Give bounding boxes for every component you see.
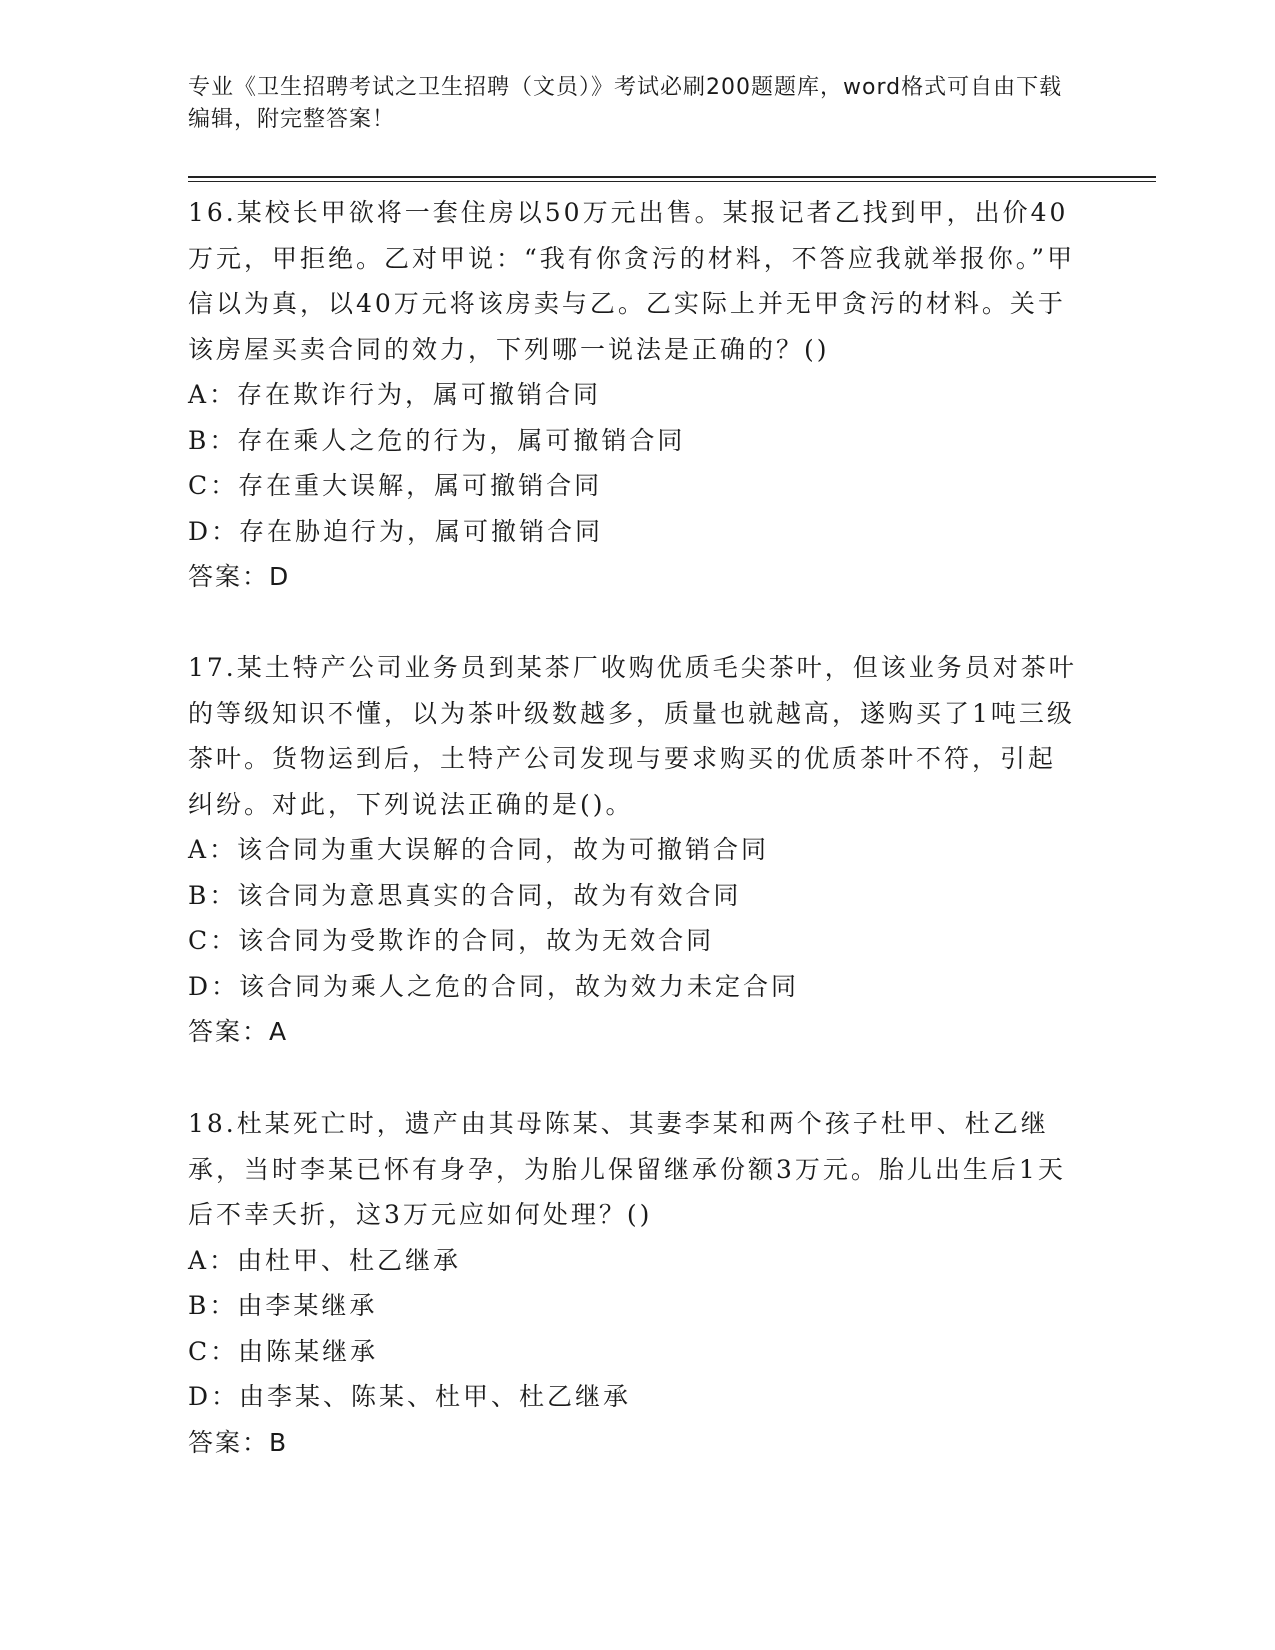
- answer: 答案：D: [188, 562, 291, 591]
- option-a: A：存在欺诈行为，属可撤销合同: [188, 380, 602, 409]
- header-divider-thin: [188, 181, 1156, 182]
- option-a: A：由杜甲、杜乙继承: [188, 1245, 462, 1275]
- option-b: B：存在乘人之危的行为，属可撤销合同: [188, 425, 686, 455]
- option-d: D：由李某、陈某、杜甲、杜乙继承: [188, 1382, 632, 1411]
- option-b: B：该合同为意思真实的合同，故为有效合同: [188, 880, 742, 910]
- question-text: 17.某土特产公司业务员到某茶厂收购优质毛尖茶叶，但该业务员对茶叶的等级知识不懂，以为茶叶级数越多，质量也就越高，遂购买了1吨三级茶叶。货物运到后，土特产公司发现与要求购买的优质茶叶不符，引起纠纷。对此，下列说法正确的是()。: [188, 653, 1077, 819]
- document-header: 专业《卫生招聘考试之卫生招聘（文员）》考试必刷200题题库，word格式可自由下载编辑，附完整答案！: [188, 75, 1063, 132]
- header-divider-thick: [188, 176, 1156, 178]
- option-c: C：该合同为受欺诈的合同，故为无效合同: [188, 926, 715, 955]
- option-a: A：该合同为重大误解的合同，故为可撤销合同: [188, 835, 770, 864]
- question-18: [188, 1101, 1078, 1465]
- option-b: B：由李某继承: [188, 1291, 378, 1320]
- option-c: C：由陈某继承: [188, 1336, 379, 1366]
- option-c: C：存在重大误解，属可撤销合同: [188, 471, 603, 500]
- option-d: D：该合同为乘人之危的合同，故为效力未定合同: [188, 971, 800, 1001]
- question-text: 18.杜某死亡时，遗产由其母陈某、其妻李某和两个孩子杜甲、杜乙继承，当时李某已怀有身孕，为胎儿保留继承份额3万元。胎儿出生后1天后不幸夭折，这3万元应如何处理？(): [188, 1109, 1066, 1229]
- answer: 答案：B: [188, 1427, 289, 1457]
- question-17: [188, 645, 1078, 1055]
- option-d: D：存在胁迫行为，属可撤销合同: [188, 516, 604, 546]
- answer: 答案：A: [188, 1017, 289, 1046]
- question-16: [188, 190, 1078, 600]
- question-text: 16.某校长甲欲将一套住房以50万元出售。某报记者乙找到甲，出价40万元，甲拒绝。乙对甲说：“我有你贪污的材料，不答应我就举报你。”甲信以为真，以40万元将该房卖与乙。乙实际上并无甲贪污的材料。关于该房屋买卖合同的效力，下列哪一说法是正确的？(): [188, 198, 1076, 364]
